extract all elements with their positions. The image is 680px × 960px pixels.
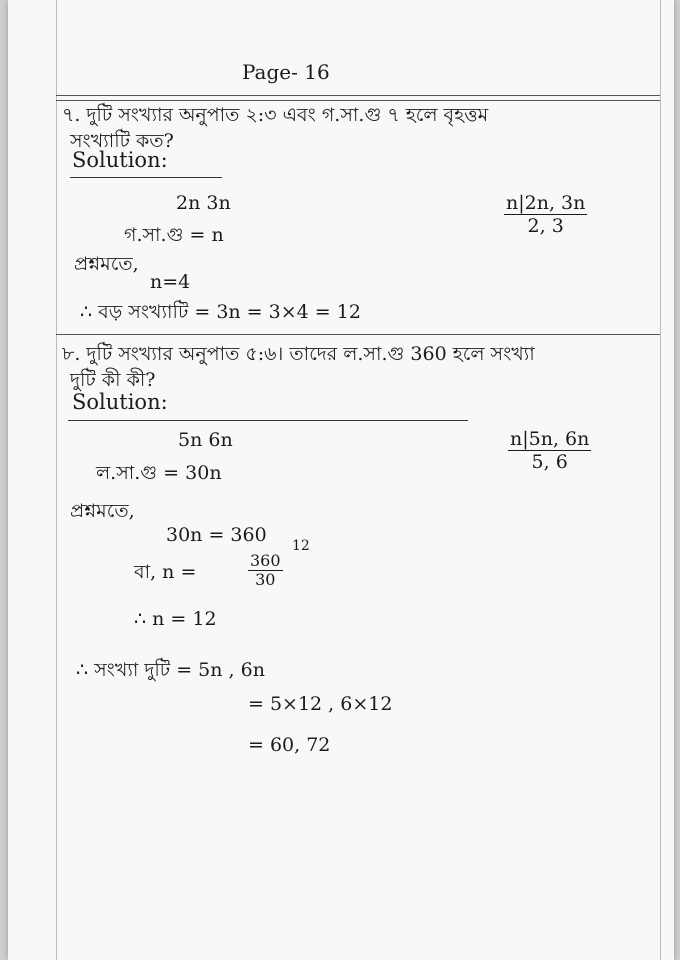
page-title: Page- 16 (242, 60, 330, 84)
problem-7-hcf-equation: গ.সা.গু = n (124, 224, 224, 246)
side-division-top: n|2n, 3n (506, 192, 586, 214)
notebook-page (8, 0, 674, 960)
problem-7-solution-label: Solution: (72, 148, 168, 172)
problem-8-answer-line-3: = 60, 72 (248, 734, 331, 756)
problem-8-side-division (508, 428, 591, 473)
problem-7-result: ∴ বড় সংখ্যাটি = 3n = 3×4 = 12 (80, 301, 361, 323)
problem-7-side-division (504, 192, 587, 237)
problem-8-lcm-equation: ল.সা.গু = 30n (96, 462, 222, 484)
solution-underline (70, 177, 222, 178)
problem-7-n-value: n=4 (150, 271, 191, 293)
fraction-numerator: 360 (250, 551, 281, 570)
problem-8-according: প্রশ্নমতে, (70, 500, 135, 522)
solution-underline-2 (68, 420, 468, 421)
problem-8-answer-line-2: = 5×12 , 6×12 (248, 693, 393, 715)
side-division-bottom: 5, 6 (531, 451, 568, 473)
left-margin-line (56, 0, 57, 960)
problem-8-equation-1: 30n = 360 (166, 524, 267, 546)
side-division-bottom: 2, 3 (527, 215, 564, 237)
problem-8-ratio-terms: 5n 6n (178, 429, 233, 451)
problem-7-question-line-1: ৭. দুটি সংখ্যার অনুপাত ২:৩ এবং গ.সা.গু ৭ হলে বৃহত্তম (62, 104, 489, 126)
problem-8-equation-2-prefix: বা, n = (134, 561, 197, 583)
problem-8-equation-3: ∴ n = 12 (134, 608, 217, 630)
divider-middle (56, 334, 660, 335)
problem-7-question-line-2: সংখ্যাটি কত? (70, 130, 174, 152)
problem-7-according: প্রশ্নমতে, (74, 253, 139, 275)
fraction-denominator: 30 (255, 570, 276, 589)
problem-8-cancel-note: 12 (292, 538, 310, 554)
side-division-top: n|5n, 6n (510, 428, 590, 450)
problem-8-question-line-2: দুটি কী কী? (70, 369, 156, 391)
problem-8-fraction (248, 552, 283, 589)
problem-8-question-line-1: ৮. দুটি সংখ্যার অনুপাত ৫:৬। তাদের ল.সা.গু 360 হলে সংখ্যা (62, 343, 535, 365)
problem-8-solution-label: Solution: (72, 390, 168, 414)
right-margin-line (660, 0, 661, 960)
problem-8-answer-line-1: ∴ সংখ্যা দুটি = 5n , 6n (76, 659, 265, 681)
problem-7-ratio-terms: 2n 3n (176, 192, 231, 214)
divider-top (56, 95, 660, 96)
